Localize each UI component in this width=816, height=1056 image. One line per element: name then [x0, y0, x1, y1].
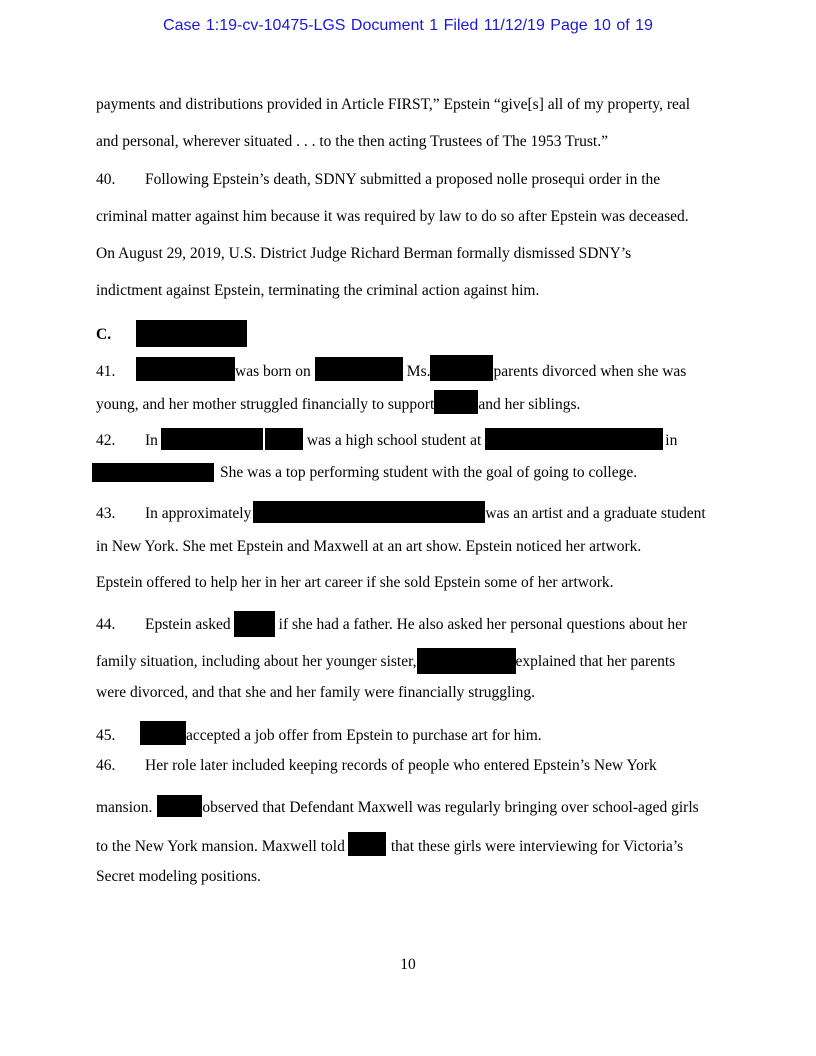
paragraph-number: 42.	[96, 432, 116, 449]
redaction	[136, 357, 235, 381]
text-line: family situation, including about her younger sister, explained that her parents	[96, 648, 675, 674]
paragraph-number: 44.	[96, 616, 116, 633]
case-header: Case 1:19-cv-10475-LGS Document 1 Filed 11/12/19 Page 10 of 19	[163, 17, 653, 34]
redaction	[265, 428, 303, 450]
text-line: young, and her mother struggled financially to support and her siblings.	[96, 390, 580, 414]
redaction	[434, 390, 478, 414]
text-line: Secret modeling positions.	[96, 868, 261, 885]
paragraph-number: 46.	[96, 757, 116, 774]
redaction	[157, 795, 202, 817]
paragraph-44: 44. Epstein asked if she had a father. He also asked her personal questions about her	[96, 611, 687, 637]
redaction	[348, 832, 386, 856]
redaction	[417, 648, 516, 674]
text-line: On August 29, 2019, U.S. District Judge Richard Berman formally dismissed SDNY’s	[96, 245, 632, 262]
paragraph-46: 46. Her role later included keeping records of people who entered Epstein’s New York	[96, 757, 657, 774]
text-line: indictment against Epstein, terminating the criminal action against him.	[96, 282, 540, 299]
paragraph-41: 41. was born on Ms. parents divorced when she was	[96, 355, 686, 381]
text-line: to the New York mansion. Maxwell told that these girls were interviewing for Victoria’s	[96, 832, 683, 856]
redaction	[485, 428, 663, 450]
text-line: Epstein offered to help her in her art career if she sold Epstein some of her artwork.	[96, 574, 614, 591]
text-line: She was a top performing student with the goal of going to college.	[92, 463, 637, 482]
text-line: were divorced, and that she and her family were financially struggling.	[96, 684, 536, 701]
redaction	[136, 320, 247, 347]
text-line: and personal, wherever situated . . . to the then acting Trustees of The 1953 Trust.”	[96, 133, 608, 150]
redaction	[430, 355, 493, 381]
paragraph-number: 43.	[96, 505, 116, 522]
section-heading: C.	[96, 320, 247, 347]
paragraph-number: 41.	[96, 363, 116, 380]
paragraph-45: 45. accepted a job offer from Epstein to purchase art for him.	[96, 721, 542, 745]
paragraph-42: 42. In was a high school student at in	[96, 428, 677, 450]
redaction	[315, 357, 403, 381]
text-line: mansion. observed that Defendant Maxwell was regularly bringing over school-aged girls	[96, 795, 699, 817]
paragraph-number: 45.	[96, 727, 116, 744]
redaction	[92, 463, 214, 482]
paragraph-43: 43. In approximately was an artist and a graduate student	[96, 501, 706, 523]
text-line: criminal matter against him because it was required by law to do so after Epstein was deceased.	[96, 208, 689, 225]
redaction	[253, 501, 485, 523]
page-number: 10	[400, 956, 416, 973]
text-line: payments and distributions provided in Article FIRST,” Epstein “give[s] all of my property, real	[96, 96, 691, 113]
text-line: in New York. She met Epstein and Maxwell at an art show. Epstein noticed her artwork.	[96, 538, 642, 555]
paragraph-number: 40.	[96, 171, 116, 188]
paragraph-40: 40. Following Epstein’s death, SDNY submitted a proposed nolle prosequi order in the	[96, 171, 661, 188]
redaction	[140, 721, 186, 745]
redaction	[161, 428, 263, 450]
redaction	[234, 611, 275, 637]
